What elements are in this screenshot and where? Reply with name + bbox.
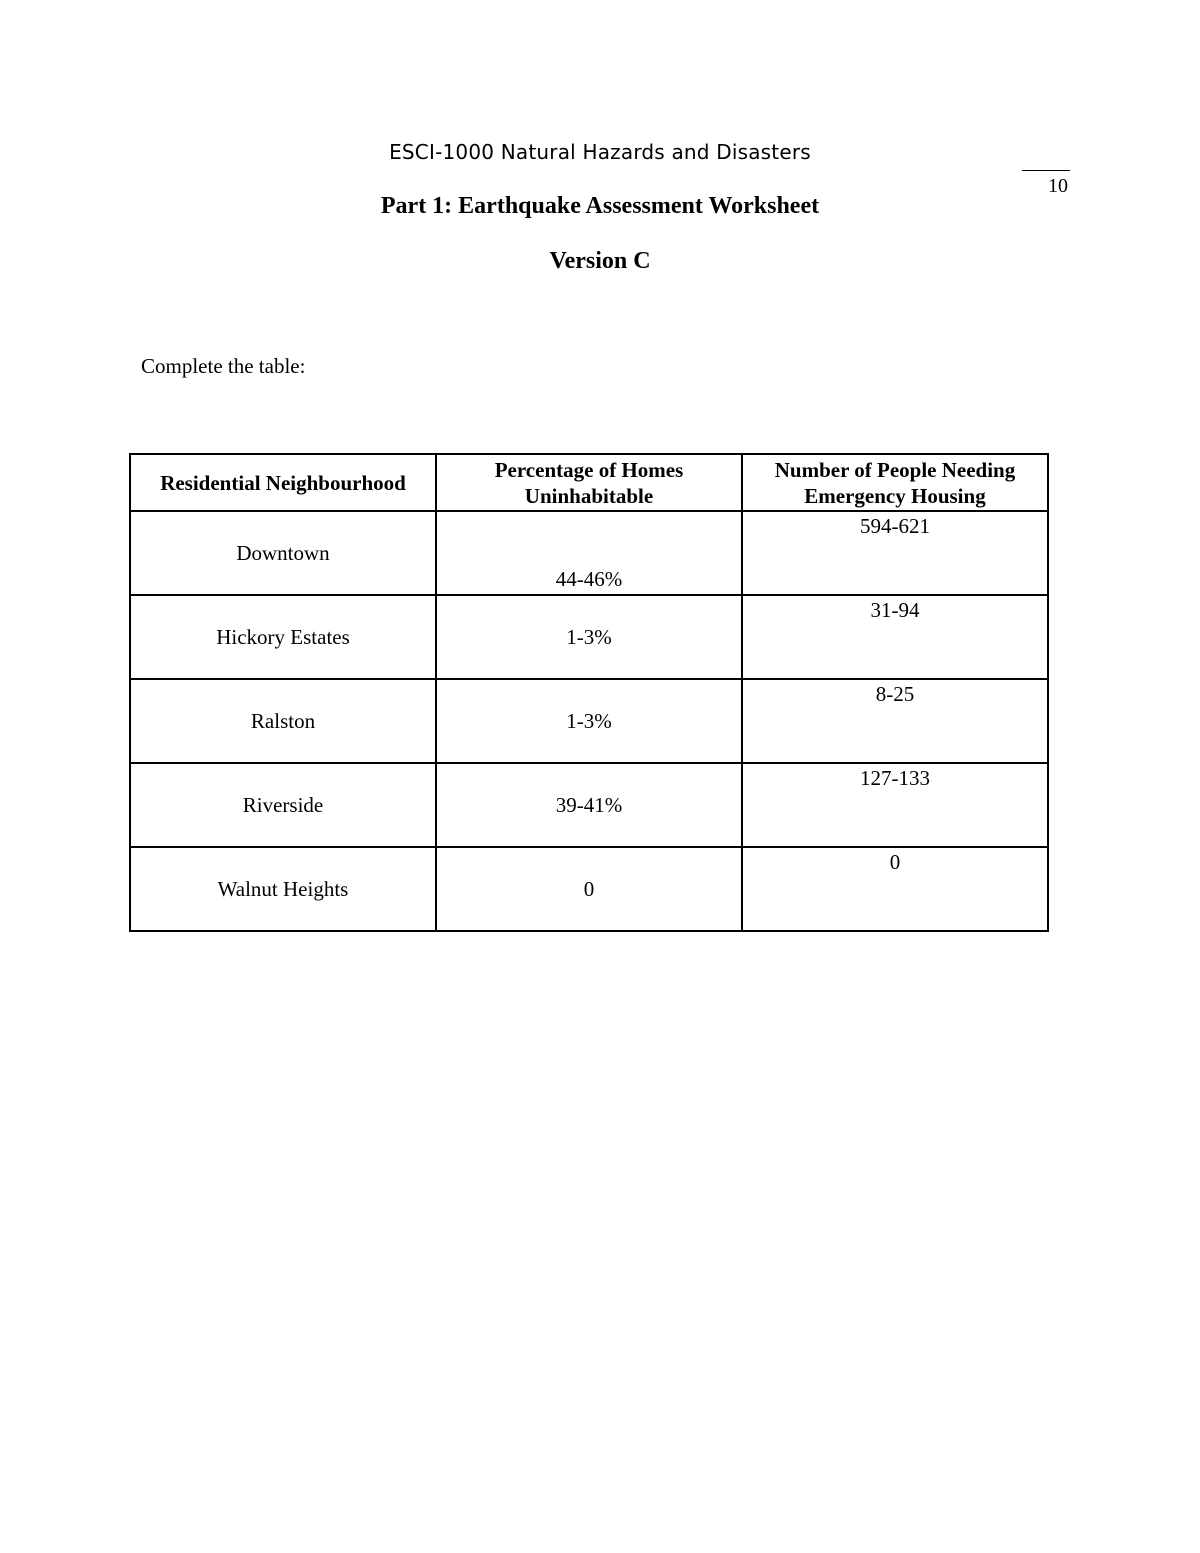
table-row	[130, 679, 1048, 763]
header-percentage: Percentage of Homes Uninhabitable	[436, 454, 742, 511]
table-row	[130, 763, 1048, 847]
cell-neighbourhood: Hickory Estates	[130, 595, 436, 679]
instruction-text: Complete the table:	[141, 354, 306, 378]
cell-people: 594-621	[742, 511, 1048, 595]
cell-neighbourhood: Riverside	[130, 763, 436, 847]
cell-percentage	[436, 511, 742, 595]
cell-percentage: 1-3%	[436, 679, 742, 763]
page-title: Part 1: Earthquake Assessment Worksheet	[380, 193, 820, 219]
cell-people: 0	[742, 847, 1048, 931]
version-label: Version C	[549, 248, 651, 274]
table-row	[130, 595, 1048, 679]
cell-neighbourhood: Downtown	[130, 511, 436, 595]
cell-people: 31-94	[742, 595, 1048, 679]
cell-neighbourhood: Ralston	[130, 679, 436, 763]
course-header: ESCI-1000 Natural Hazards and Disasters	[389, 140, 811, 164]
table-row	[130, 847, 1048, 931]
table-header-row	[130, 454, 1048, 511]
table-row	[130, 511, 1048, 595]
cell-people: 8-25	[742, 679, 1048, 763]
cell-percentage-value: 44-46%	[555, 567, 623, 591]
header-neighbourhood: Residential Neighbourhood	[130, 454, 436, 511]
score-total: 10	[1022, 170, 1070, 198]
cell-percentage: 0	[436, 847, 742, 931]
cell-percentage: 1-3%	[436, 595, 742, 679]
assessment-table	[129, 453, 1049, 932]
cell-neighbourhood: Walnut Heights	[130, 847, 436, 931]
header-people: Number of People Needing Emergency Housing	[742, 454, 1048, 511]
cell-percentage: 39-41%	[436, 763, 742, 847]
cell-people: 127-133	[742, 763, 1048, 847]
